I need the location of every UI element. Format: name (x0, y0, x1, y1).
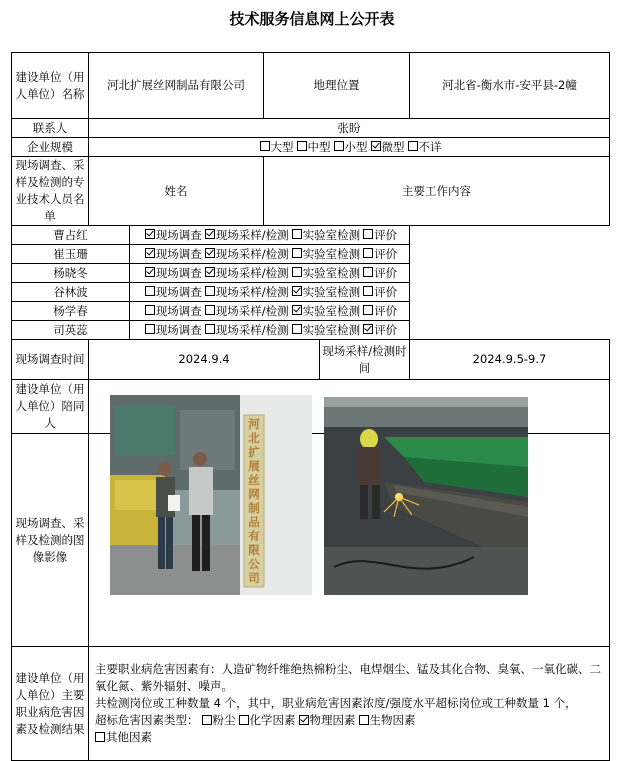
work-item (292, 285, 361, 299)
staff-work-items (130, 245, 410, 264)
staff-work-items (130, 302, 410, 321)
checked-checkbox-icon (205, 267, 215, 277)
scale-option (371, 140, 405, 154)
result-content (89, 647, 610, 761)
staff-name: 曹占红 (12, 226, 130, 245)
contact-label: 联系人 (12, 119, 89, 138)
scale-label: 企业规模 (12, 138, 89, 157)
staff-row (12, 302, 610, 321)
unchecked-checkbox-icon (363, 305, 373, 315)
unchecked-checkbox-icon (292, 229, 302, 239)
staff-name: 司英蕊 (12, 321, 130, 340)
work-item (145, 323, 202, 337)
other-factor-label: 其他因素 (106, 730, 152, 744)
unchecked-checkbox-icon (363, 286, 373, 296)
work-item (363, 323, 397, 337)
unchecked-checkbox-icon (145, 305, 155, 315)
staff-work-header: 主要工作内容 (264, 157, 610, 226)
work-item-label: 评价 (374, 322, 398, 337)
unchecked-checkbox-icon (260, 141, 270, 151)
location-label: 地理位置 (264, 53, 410, 119)
work-item (145, 247, 202, 261)
work-item-label: 实验室检测 (302, 227, 361, 242)
unchecked-checkbox-icon (205, 305, 215, 315)
work-item-label: 现场采样/检测 (215, 227, 289, 242)
scale-options (89, 138, 610, 157)
unchecked-checkbox-icon (205, 324, 215, 334)
work-item-label: 现场采样/检测 (215, 303, 289, 318)
checked-checkbox-icon (205, 229, 215, 239)
work-item-label: 评价 (374, 246, 398, 261)
company-sign-text: 河北扩展丝网制品有限公司 (248, 417, 260, 585)
staff-label: 现场调查、采样及检测的专业技术人员名单 (12, 157, 89, 226)
unchecked-checkbox-icon (292, 267, 302, 277)
work-item-label: 现场调查 (155, 265, 202, 280)
work-item (292, 304, 361, 318)
unchecked-checkbox-icon (363, 229, 373, 239)
staff-work-items (130, 321, 410, 340)
work-item (363, 266, 397, 280)
site-photo-welding (324, 397, 528, 595)
location-value: 河北省-衡水市-安平县-2幢 (410, 53, 610, 119)
work-item-label: 现场调查 (155, 227, 202, 242)
result-exceed-prefix: 超标危害因素类型： (95, 713, 199, 727)
staff-work-items (130, 226, 410, 245)
checked-checkbox-icon (292, 286, 302, 296)
work-item (363, 285, 397, 299)
survey-date-label: 现场调查时间 (12, 340, 89, 380)
page-title: 技术服务信息网上公开表 (229, 10, 395, 28)
work-item (205, 323, 289, 337)
result-other (95, 729, 603, 746)
staff-row (12, 321, 610, 340)
exceed-option (202, 713, 236, 727)
work-item (363, 247, 397, 261)
builder-label: 建设单位（用人单位）名称 (12, 53, 89, 119)
work-item (205, 247, 289, 261)
staff-row (12, 245, 610, 264)
exceed-option-label: 化学因素 (249, 713, 296, 727)
result-label: 建设单位（用人单位）主要职业病危害因素及检测结果 (12, 647, 89, 761)
work-item-label: 现场采样/检测 (215, 284, 289, 299)
unchecked-checkbox-icon (363, 248, 373, 258)
staff-name-header: 姓名 (89, 157, 264, 226)
unchecked-checkbox-icon (297, 141, 307, 151)
work-item (292, 266, 361, 280)
result-line2: 共检测岗位或工种数量 4 个，其中，职业病危害因素浓度/强度水平超标岗位或工种数量 1 个， (95, 696, 577, 710)
checked-checkbox-icon (205, 248, 215, 258)
work-item (145, 285, 202, 299)
staff-name: 杨学春 (12, 302, 130, 321)
exceed-option-label: 生物因素 (369, 713, 416, 727)
exceed-option-label: 粉尘 (212, 713, 236, 727)
unchecked-checkbox-icon (145, 324, 155, 334)
staff-work-items (130, 264, 410, 283)
staff-row (12, 226, 610, 245)
unchecked-checkbox-icon (334, 141, 344, 151)
checked-checkbox-icon (371, 141, 381, 151)
scale-option (297, 140, 331, 154)
scale-option (408, 140, 442, 154)
unchecked-checkbox-icon (408, 141, 418, 151)
work-item-label: 现场调查 (155, 284, 202, 299)
work-item-label: 实验室检测 (302, 303, 361, 318)
exceed-option-label: 物理因素 (309, 713, 356, 727)
checked-checkbox-icon (299, 715, 309, 725)
work-item-label: 实验室检测 (302, 284, 361, 299)
survey-date-value: 2024.9.4 (89, 340, 320, 380)
work-item-label: 评价 (374, 303, 398, 318)
work-item (363, 228, 397, 242)
staff-work-items (130, 283, 410, 302)
scale-option-label: 大型 (270, 139, 294, 154)
checked-checkbox-icon (145, 267, 155, 277)
work-item-label: 评价 (374, 227, 398, 242)
unchecked-checkbox-icon (292, 248, 302, 258)
scale-option-label: 微型 (381, 139, 405, 154)
result-line1: 主要职业病危害因素有：人造矿物纤维绝热棉粉尘、电焊烟尘、锰及其化合物、臭氧、一氧化碳、二氧化氮、紫外辐射、噪声。 (95, 662, 601, 693)
work-item-label: 实验室检测 (302, 322, 361, 337)
work-item (205, 266, 289, 280)
work-item (205, 304, 289, 318)
scale-option (260, 140, 294, 154)
work-item-label: 现场采样/检测 (215, 265, 289, 280)
staff-row (12, 283, 610, 302)
images-label: 现场调查、采样及检测的图像影像 (12, 434, 89, 647)
exceed-option (239, 713, 296, 727)
work-item (145, 304, 202, 318)
work-item-label: 现场调查 (155, 303, 202, 318)
unchecked-checkbox-icon (239, 715, 249, 725)
work-item (363, 304, 397, 318)
unchecked-checkbox-icon (205, 286, 215, 296)
checked-checkbox-icon (292, 305, 302, 315)
work-item (292, 247, 361, 261)
checked-checkbox-icon (145, 229, 155, 239)
unchecked-checkbox-icon (292, 324, 302, 334)
checked-checkbox-icon (145, 248, 155, 258)
staff-name: 杨晓冬 (12, 264, 130, 283)
work-item (292, 323, 361, 337)
sample-date-value: 2024.9.5-9.7 (410, 340, 610, 380)
work-item-label: 评价 (374, 284, 398, 299)
work-item-label: 实验室检测 (302, 265, 361, 280)
unchecked-checkbox-icon (202, 715, 212, 725)
staff-name: 谷林波 (12, 283, 130, 302)
site-photo-entrance (110, 395, 312, 595)
sample-date-label: 现场采样/检测时间 (320, 340, 410, 380)
scale-option-label: 中型 (307, 139, 331, 154)
scale-option-label: 小型 (344, 139, 368, 154)
work-item-label: 评价 (374, 265, 398, 280)
work-item (205, 285, 289, 299)
work-item (145, 266, 202, 280)
contact-value: 张盼 (89, 119, 610, 138)
staff-name: 崔玉珊 (12, 245, 130, 264)
work-item-label: 现场采样/检测 (215, 246, 289, 261)
unchecked-checkbox-icon (363, 267, 373, 277)
work-item (145, 228, 202, 242)
unchecked-checkbox-icon (359, 715, 369, 725)
work-item (292, 228, 361, 242)
entrance-photo-drawing (110, 395, 312, 595)
checked-checkbox-icon (363, 324, 373, 334)
work-item-label: 实验室检测 (302, 246, 361, 261)
builder-name: 河北扩展丝网制品有限公司 (89, 53, 264, 119)
work-item-label: 现场调查 (155, 322, 202, 337)
staff-row (12, 264, 610, 283)
scale-option-label: 不详 (418, 139, 442, 154)
exceed-option (299, 713, 356, 727)
work-item-label: 现场采样/检测 (215, 322, 289, 337)
unchecked-checkbox-icon (145, 286, 155, 296)
result-exceed (95, 712, 603, 729)
companion-label: 建设单位（用人单位）陪同人 (12, 380, 89, 434)
work-item (205, 228, 289, 242)
welding-photo-drawing (324, 397, 528, 595)
scale-option (334, 140, 368, 154)
work-item-label: 现场调查 (155, 246, 202, 261)
unchecked-checkbox-icon (95, 732, 105, 742)
exceed-option (359, 713, 416, 727)
